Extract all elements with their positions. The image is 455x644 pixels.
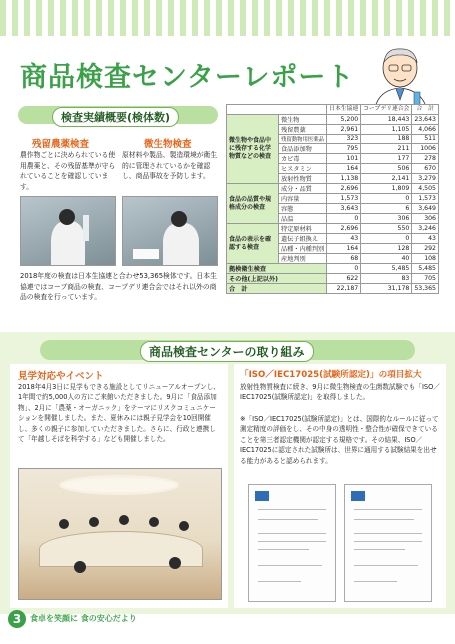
- cell-jccu: 3,643: [327, 204, 361, 214]
- cell-coopdeli: 1,105: [361, 124, 412, 134]
- initiatives-heading: 商品検査センターの取り組み: [140, 341, 314, 362]
- row-item: 残留農薬: [278, 124, 326, 134]
- cell-total: 3,246: [412, 224, 439, 234]
- cell-jccu: 2,961: [327, 124, 361, 134]
- group-label-quality: 食品の品質や規格成分の検査: [227, 184, 279, 224]
- cell-coopdeli: 188: [361, 134, 412, 144]
- tours-title: 見学対応やイベント: [18, 371, 104, 382]
- cell-coopdeli: 211: [361, 144, 412, 154]
- table-corner: [227, 105, 327, 115]
- cell-jccu: 164: [327, 244, 361, 254]
- row-item: 成分・品質: [278, 184, 326, 194]
- row-item: 特定原材料: [278, 224, 326, 234]
- table-row: [227, 264, 439, 274]
- page-number: 3: [8, 610, 26, 628]
- cell-total: 3,649: [412, 204, 439, 214]
- col-header-coopdeli: コープデリ連合会: [361, 105, 412, 115]
- group-label-labeling: 食品の表示を確認する検査: [227, 224, 279, 264]
- cell-jccu: 101: [327, 154, 361, 164]
- header-stripes: [0, 0, 455, 36]
- cell-jccu: 622: [327, 274, 361, 284]
- tour-event-photo: [18, 468, 222, 600]
- cell-jccu: 5,200: [327, 114, 361, 124]
- microbe-title: 微生物検査: [144, 139, 192, 150]
- certificate-image-1: [248, 484, 336, 602]
- cell-total: 1,573: [412, 194, 439, 204]
- cell-total: 511: [412, 134, 439, 144]
- table-row: [227, 274, 439, 284]
- cell-jccu: 164: [327, 164, 361, 174]
- overview-summary: 2018年度の検査は日本生協連と合わせ53,365検体です。日本生協連ではコープ商品の検査、コープデリ連合会ではそれ以外の商品の検査を行っています。: [20, 272, 217, 302]
- iso-text-2: ※「ISO／IEC17025(試験所認定)」とは、国際的なルールに従って測定精度の評価をし、その中身の透明性・整合性が確保できていることを第三者認定機関が認定する規格です。その結果、ISO／IEC17025に認定された試験所は、世界に通用する試験結果を出せる能力があると認められます。: [240, 415, 439, 465]
- cell-coopdeli: 506: [361, 164, 412, 174]
- cell-total: 53,365: [412, 284, 439, 294]
- certificate-image-2: [344, 484, 432, 602]
- table-row: [227, 224, 439, 234]
- cell-coopdeli: 1,809: [361, 184, 412, 194]
- cell-coopdeli: 5,485: [361, 264, 412, 274]
- cell-jccu: 2,696: [327, 224, 361, 234]
- cell-total: 5,485: [412, 264, 439, 274]
- page-title: 商品検査センターレポート: [20, 62, 355, 93]
- cell-total: 670: [412, 164, 439, 174]
- cell-total: 306: [412, 214, 439, 224]
- cell-total: 4,505: [412, 184, 439, 194]
- cell-coopdeli: 0: [361, 234, 412, 244]
- cell-jccu: 795: [327, 144, 361, 154]
- cell-total: 705: [412, 274, 439, 284]
- microbe-text: 原材料や製品、製造環境が衛生的に管理されているかを確認し、商品事故を予防します。: [122, 151, 218, 181]
- table-row: [227, 184, 439, 194]
- inspection-table: [226, 104, 439, 294]
- lab-photo-pesticide: [20, 196, 116, 266]
- residual-pesticide-title: 残留農薬検査: [32, 139, 90, 150]
- cell-coopdeli: 128: [361, 244, 412, 254]
- row-item: 品種・内種判別: [278, 244, 326, 254]
- cell-jccu: 0: [327, 214, 361, 224]
- row-item: ヒスタミン: [278, 164, 326, 174]
- cell-jccu: 1,138: [327, 174, 361, 184]
- cell-jccu: 2,696: [327, 184, 361, 194]
- row-item: 遺伝子組換え: [278, 234, 326, 244]
- row-item: 微生物: [278, 114, 326, 124]
- cell-total: 23,643: [412, 114, 439, 124]
- row-item: 合 計: [227, 284, 327, 294]
- cell-coopdeli: 177: [361, 154, 412, 164]
- group-label-chemical: 微生物や食品中に残存する化学物質などの検査: [227, 114, 279, 184]
- cell-total: 43: [412, 234, 439, 244]
- row-item: 内容量: [278, 194, 326, 204]
- col-header-total: 合 計: [412, 105, 439, 115]
- cell-coopdeli: 18,443: [361, 114, 412, 124]
- residual-pesticide-text: 農作物ごとに決められている使用農薬と、その残留基準が守られていることを確認しています。: [20, 151, 116, 191]
- doctor-illustration: [366, 40, 436, 114]
- cell-jccu: 1,573: [327, 194, 361, 204]
- cell-jccu: 43: [327, 234, 361, 244]
- footer-slogan: 食卓を笑顔に 食の安心だより: [30, 614, 137, 623]
- overview-heading: 検査実績概要(検体数): [52, 107, 179, 127]
- row-item: 産地判別: [278, 254, 326, 264]
- cell-coopdeli: 306: [361, 214, 412, 224]
- cell-jccu: 0: [327, 264, 361, 274]
- cell-jccu: 323: [327, 134, 361, 144]
- cell-total: 108: [412, 254, 439, 264]
- cell-jccu: 68: [327, 254, 361, 264]
- row-item: 食品添加物: [278, 144, 326, 154]
- cell-total: 278: [412, 154, 439, 164]
- cell-coopdeli: 0: [361, 194, 412, 204]
- lab-photo-microbe: [122, 196, 218, 266]
- cell-total: 4,066: [412, 124, 439, 134]
- row-item: 残留動物用医薬品: [278, 134, 326, 144]
- iso-title: 「ISO／IEC17025(試験所認定)」の項目拡大: [240, 370, 422, 380]
- col-header-jccu: 日本生協連: [327, 105, 361, 115]
- row-item: 放射性物質: [278, 174, 326, 184]
- cell-coopdeli: 31,178: [361, 284, 412, 294]
- cell-total: 292: [412, 244, 439, 254]
- row-item: カビ毒: [278, 154, 326, 164]
- table-total-row: [227, 284, 439, 294]
- cell-coopdeli: 40: [361, 254, 412, 264]
- row-item: 容態: [278, 204, 326, 214]
- cell-coopdeli: 2,141: [361, 174, 412, 184]
- cell-total: 1006: [412, 144, 439, 154]
- cell-total: 3,279: [412, 174, 439, 184]
- row-item: 拠検衛生検査: [227, 264, 327, 274]
- tours-text: 2018年4月3日に見学もできる施設としてリニューアルオープンし、1年間で約5,000人の方にご来館いただきました。9月に「食品添加物」、2月に「農薬・オーガニック」をテーマにリスクコミュニケーションを開催しました。また、夏休みには親子見学会を10回開催し、多くの親子に参加していただきました。さらに、行政と連携して「年越しそばを科学する」なども開催しました。: [18, 383, 220, 444]
- cell-coopdeli: 550: [361, 224, 412, 234]
- cell-coopdeli: 6: [361, 204, 412, 214]
- row-item: その他(上記以外): [227, 274, 327, 284]
- cell-coopdeli: 83: [361, 274, 412, 284]
- row-item: 品温: [278, 214, 326, 224]
- cell-jccu: 22,187: [327, 284, 361, 294]
- table-row: [227, 114, 439, 124]
- iso-text-1: 放射性物質検査に続き、9月に微生物検査の生菌数試験でも「ISO／IEC17025(試験所認定)」を取得しました。: [240, 383, 440, 402]
